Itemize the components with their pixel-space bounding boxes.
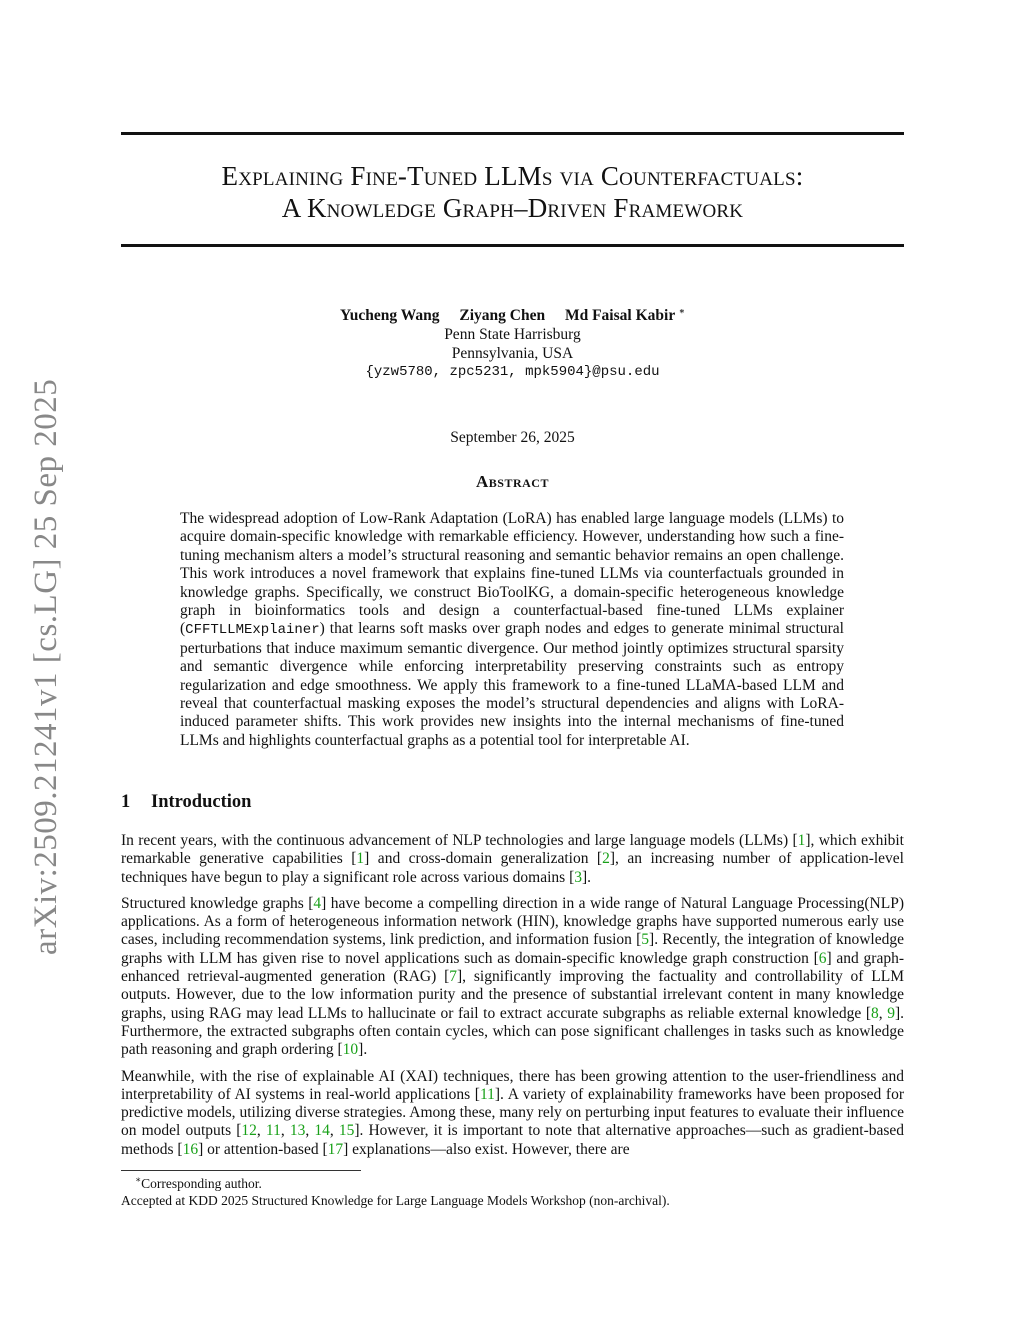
citation-link[interactable]: 8 <box>871 1004 879 1022</box>
title-line-2: A Knowledge Graph–Driven Framework <box>281 193 744 223</box>
section-number: 1 <box>121 792 131 812</box>
location: Pennsylvania, USA <box>451 345 574 362</box>
title-rule-top <box>121 132 904 135</box>
body-text-run: , <box>256 1122 266 1140</box>
citation-link[interactable]: 11 <box>479 1085 495 1103</box>
arxiv-sidebar-stamp: arXiv:2509.21241v1 [cs.LG] 25 Sep 2025 <box>28 378 64 955</box>
citation-link[interactable]: 11 <box>265 1122 281 1140</box>
body-text-run: ] explanations—also exist. However, there are <box>343 1140 630 1158</box>
citation-link[interactable]: 16 <box>182 1140 199 1158</box>
citation-link[interactable]: 12 <box>241 1122 257 1140</box>
body-text-run: ]. A variety of explainability frameworks have been proposed for predictive models, utilizing diverse strategies. Among these, many rely on perturbing input features to evaluate their influence on model outputs [ <box>121 1085 904 1140</box>
author-block <box>121 306 904 382</box>
affiliation: Penn State Harrisburg <box>444 326 581 343</box>
abstract-text-part: The widespread adoption of Low-Rank Adaptation (LoRA) has enabled large language models (LLMs) to acquire domain-specific knowledge with remarkable efficiency. However, understanding how such a fine-tuning mechanism alters a model’s structural reasoning and semantic behavior remains an open challenge. This work introduces a novel framework that explains fine-tuned LLMs via counterfactuals grounded in knowledge graphs. Specifically, we construct BioToolKG, a domain-specific heterogeneous knowledge graph in bioinformatics tools and design a counterfactual-based fine-tuned LLMs explainer ( <box>180 510 844 638</box>
citation-link[interactable]: 1 <box>797 832 806 849</box>
author-names <box>121 306 904 325</box>
abstract-text <box>180 510 844 750</box>
body-paragraph <box>121 895 904 1060</box>
citation-link[interactable]: 7 <box>449 968 457 986</box>
body-text-run: ] or attention-based [ <box>198 1140 328 1158</box>
citation-link[interactable]: 6 <box>818 949 827 967</box>
body-text-run: , <box>305 1122 315 1140</box>
author-emails: {yzw5780, zpc5231, mpk5904}@psu.edu <box>365 364 660 380</box>
body-text-run: , <box>878 1004 888 1022</box>
body-text-run: Structured knowledge graphs [ <box>121 894 314 912</box>
title-rule-bottom <box>121 244 904 247</box>
body-text-run: In recent years, with the continuous advancement of NLP technologies and large language models (LLMs) [ <box>121 832 798 849</box>
citation-link[interactable]: 13 <box>289 1122 306 1140</box>
body-text-run: ]. Furthermore, the extracted subgraphs often contain cycles, which can pose significant challenges in tasks such as knowledge path reasoning and graph ordering [ <box>121 1004 905 1059</box>
body-text-run: Meanwhile, with the rise of explainable AI (XAI) techniques, there has been growing attention to the user-friendliness and interpretability of AI systems in real-world applications [ <box>121 1067 904 1103</box>
corresponding-mark: ∗ <box>678 305 686 316</box>
section-heading <box>121 792 251 813</box>
abstract-heading: Abstract <box>476 472 549 491</box>
body-paragraph <box>121 1068 904 1159</box>
citation-link[interactable]: 15 <box>338 1122 355 1140</box>
body-text-run: ]. <box>582 868 592 886</box>
body-text-run: ] and graph-enhanced retrieval-augmented generation (RAG) [ <box>121 949 904 986</box>
abstract-code-name: CFFTLLMExplainer <box>185 622 320 639</box>
paper-date: September 26, 2025 <box>450 429 575 446</box>
citation-link[interactable]: 5 <box>641 931 650 949</box>
body-text-run: ], which exhibit remarkable generative capabilities [ <box>121 832 904 868</box>
body-text-run: ] and cross-domain generalization [ <box>364 850 603 868</box>
body-text-run: ]. Recently, the integration of knowledge graphs with LLM has given rise to novel applications such as domain-specific knowledge graph construction [ <box>121 931 904 967</box>
body-text-run: , <box>329 1122 339 1140</box>
author-name <box>565 307 685 324</box>
footnote-text: Corresponding author. <box>141 1176 262 1191</box>
title-line-1: Explaining Fine-Tuned LLMs via Counterfactuals: <box>221 161 804 191</box>
body-text-run: ], significantly improving the factuality and controllability of LLM outputs. However, due to the low information purity and the presence of substantial irrelevant content in many knowledge graphs, using RAG may lead LLMs to hallucinate or fail to extract accurate subgraphs as reliable external knowledge [ <box>121 968 905 1022</box>
footnote-corresponding <box>121 1175 904 1192</box>
footnote-venue: Accepted at KDD 2025 Structured Knowledge for Large Language Models Workshop (non-archival). <box>121 1193 670 1208</box>
section-title: Introduction <box>151 792 252 812</box>
citation-link[interactable]: 9 <box>887 1004 895 1022</box>
citation-link[interactable]: 1 <box>356 850 365 868</box>
footnote-mark: ∗ <box>135 1174 142 1185</box>
body-text-run: ], an increasing number of application-level techniques have begun to play a significant role across various domains [ <box>121 850 904 886</box>
author-name: Yucheng Wang <box>339 307 440 324</box>
body-text-run: ]. <box>358 1041 368 1059</box>
citation-link[interactable]: 4 <box>313 894 322 912</box>
abstract-text-part: ) that learns soft masks over graph nodes and edges to generate minimal structural perturbations that induce maximum semantic divergence. Our method jointly optimizes structural sparsity and semantic divergence while enforcing interpretability preserving constraints such as entropy regularization and edge smoothness. We apply this framework to a fine-tuned LLaMA-based LLM and reveal that counterfactual masking exposes the model’s structural dependencies and aligns with LoRA-induced parameter shifts. This work provides new insights into the internal mechanisms of fine-tuned LLMs and highlights counterfactual graphs as a potential tool for interpretable AI. <box>180 620 844 749</box>
footnotes <box>121 1175 904 1209</box>
body-text-run: ]. However, it is important to note that alternative approaches—such as gradient-based methods [ <box>121 1122 905 1158</box>
author-name: Ziyang Chen <box>459 307 546 324</box>
body-paragraph <box>121 832 904 887</box>
citation-link[interactable]: 17 <box>327 1140 344 1158</box>
citation-link[interactable]: 10 <box>342 1041 359 1059</box>
citation-link[interactable]: 3 <box>574 868 582 886</box>
footnote-rule <box>121 1170 361 1171</box>
body-text-run: , <box>280 1122 290 1140</box>
author-name-text: Md Faisal Kabir <box>564 307 675 324</box>
paper-title <box>121 160 904 224</box>
introduction-body <box>121 832 904 1167</box>
body-text-run: ] have become a compelling direction in a wide range of Natural Language Processing(NLP) applications. As a form of heterogeneous information network (HIN), knowledge graphs have supported numerous early use cases, including recommendation systems, link prediction, and information fusion [ <box>121 894 905 949</box>
citation-link[interactable]: 2 <box>602 850 610 868</box>
citation-link[interactable]: 14 <box>314 1122 330 1140</box>
